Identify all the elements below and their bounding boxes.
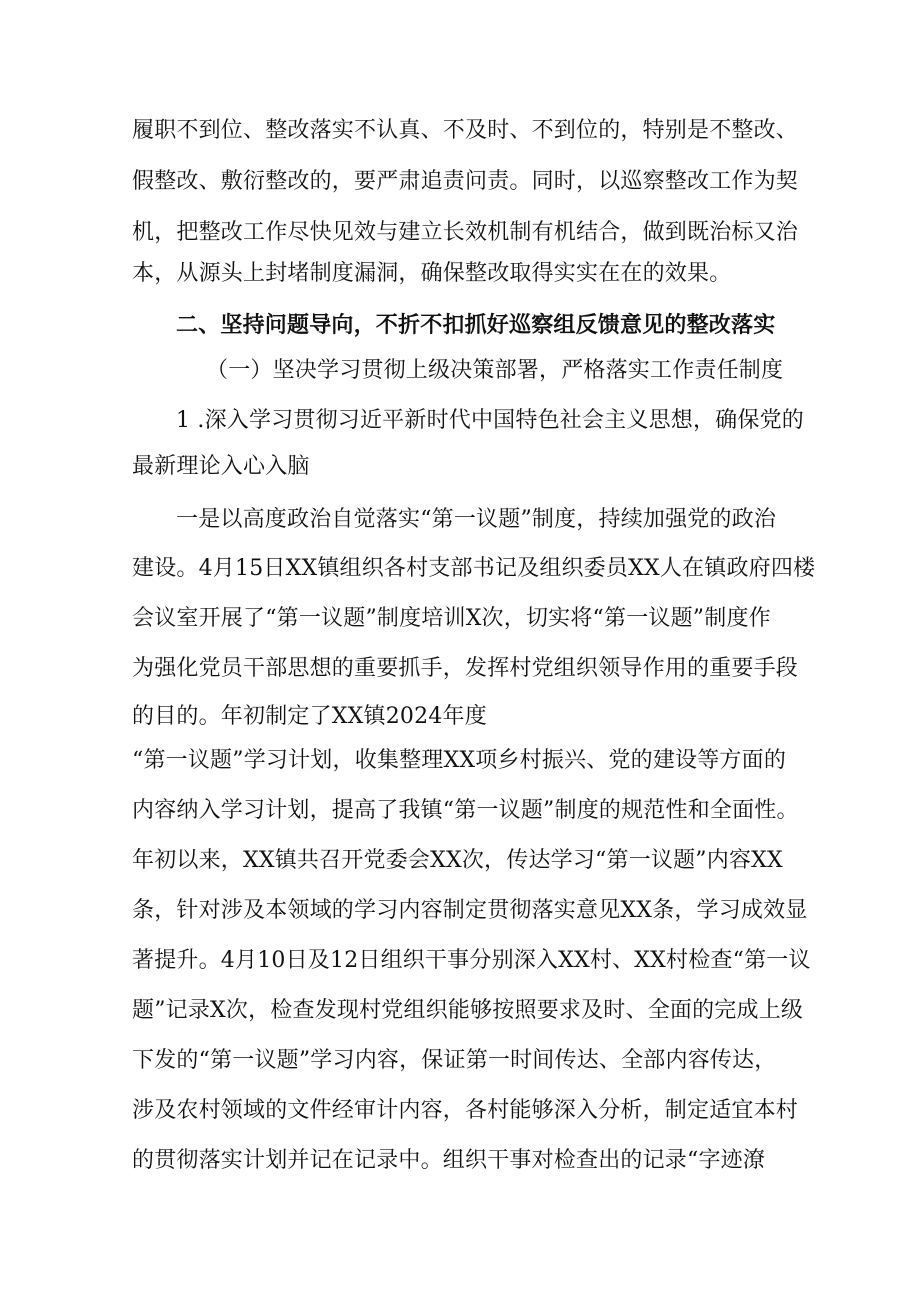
text-line: 建设。4月15日XX镇组织各村支部书记及组织委员XX人在镇政府四楼 [132, 556, 816, 581]
text-line: 内容纳入学习计划，提高了我镇“第一议题”制度的规范性和全面性。 [132, 798, 799, 823]
item-heading: 1 .深入学习贯彻习近平新时代中国特色社会主义思想，确保党的 [176, 408, 804, 433]
text-line: 下发的“第一议题”学习内容，保证第一时间传达、全部内容传达， [132, 1048, 777, 1073]
text-line: 为强化党员干部思想的重要抓手，发挥村党组织领导作用的重要手段 [132, 656, 799, 681]
text-line: 一是以高度政治自觉落实“第一议题”制度，持续加强党的政治 [176, 507, 777, 532]
text-line: 机，把整改工作尽快见效与建立长效机制有机结合，做到既治标又治 [132, 220, 799, 245]
text-line: 涉及农村领域的文件经审计内容，各村能够深入分析，制定适宜本村 [132, 1098, 799, 1123]
subsection-heading: （一）坚决学习贯彻上级决策部署，严格落实工作责任制度 [206, 358, 784, 383]
text-line: 的贯彻落实计划并记在记录中。组织干事对检查出的记录“字迹潦 [132, 1148, 766, 1173]
text-line: 本，从源头上封堵制度漏洞，确保整改取得实实在在的效果。 [132, 261, 732, 286]
text-line: 条，针对涉及本领域的学习内容制定贯彻落实意见XX条，学习成效显 [132, 898, 808, 923]
text-line: 履职不到位、整改落实不认真、不及时、不到位的，特别是不整改、 [132, 118, 799, 143]
text-line: 著提升。4月10日及12日组织干事分别深入XX村、XX村检查“第一议 [132, 948, 811, 973]
text-line: 年初以来，XX镇共召开党委会XX次，传达学习“第一议题”内容XX [132, 848, 783, 873]
text-line: 题”记录X次，检查发现村党组织能够按照要求及时、全面的完成上级 [132, 998, 804, 1023]
item-heading-continued: 最新理论入心入脑 [132, 454, 310, 479]
text-line: 的目的。年初制定了XX镇2024年度 [132, 704, 487, 729]
text-line: “第一议题”学习计划，收集整理XX项乡村振兴、党的建设等方面的 [132, 748, 787, 773]
text-line: 会议室开展了“第一议题”制度培训X次，切实将“第一议题”制度作 [132, 606, 771, 631]
section-heading: 二、坚持问题导向，不折不扣抓好巡察组反馈意见的整改落实 [176, 312, 776, 338]
text-line: 假整改、敷衍整改的，要严肃追责问责。同时，以巡察整改工作为契 [132, 169, 799, 194]
